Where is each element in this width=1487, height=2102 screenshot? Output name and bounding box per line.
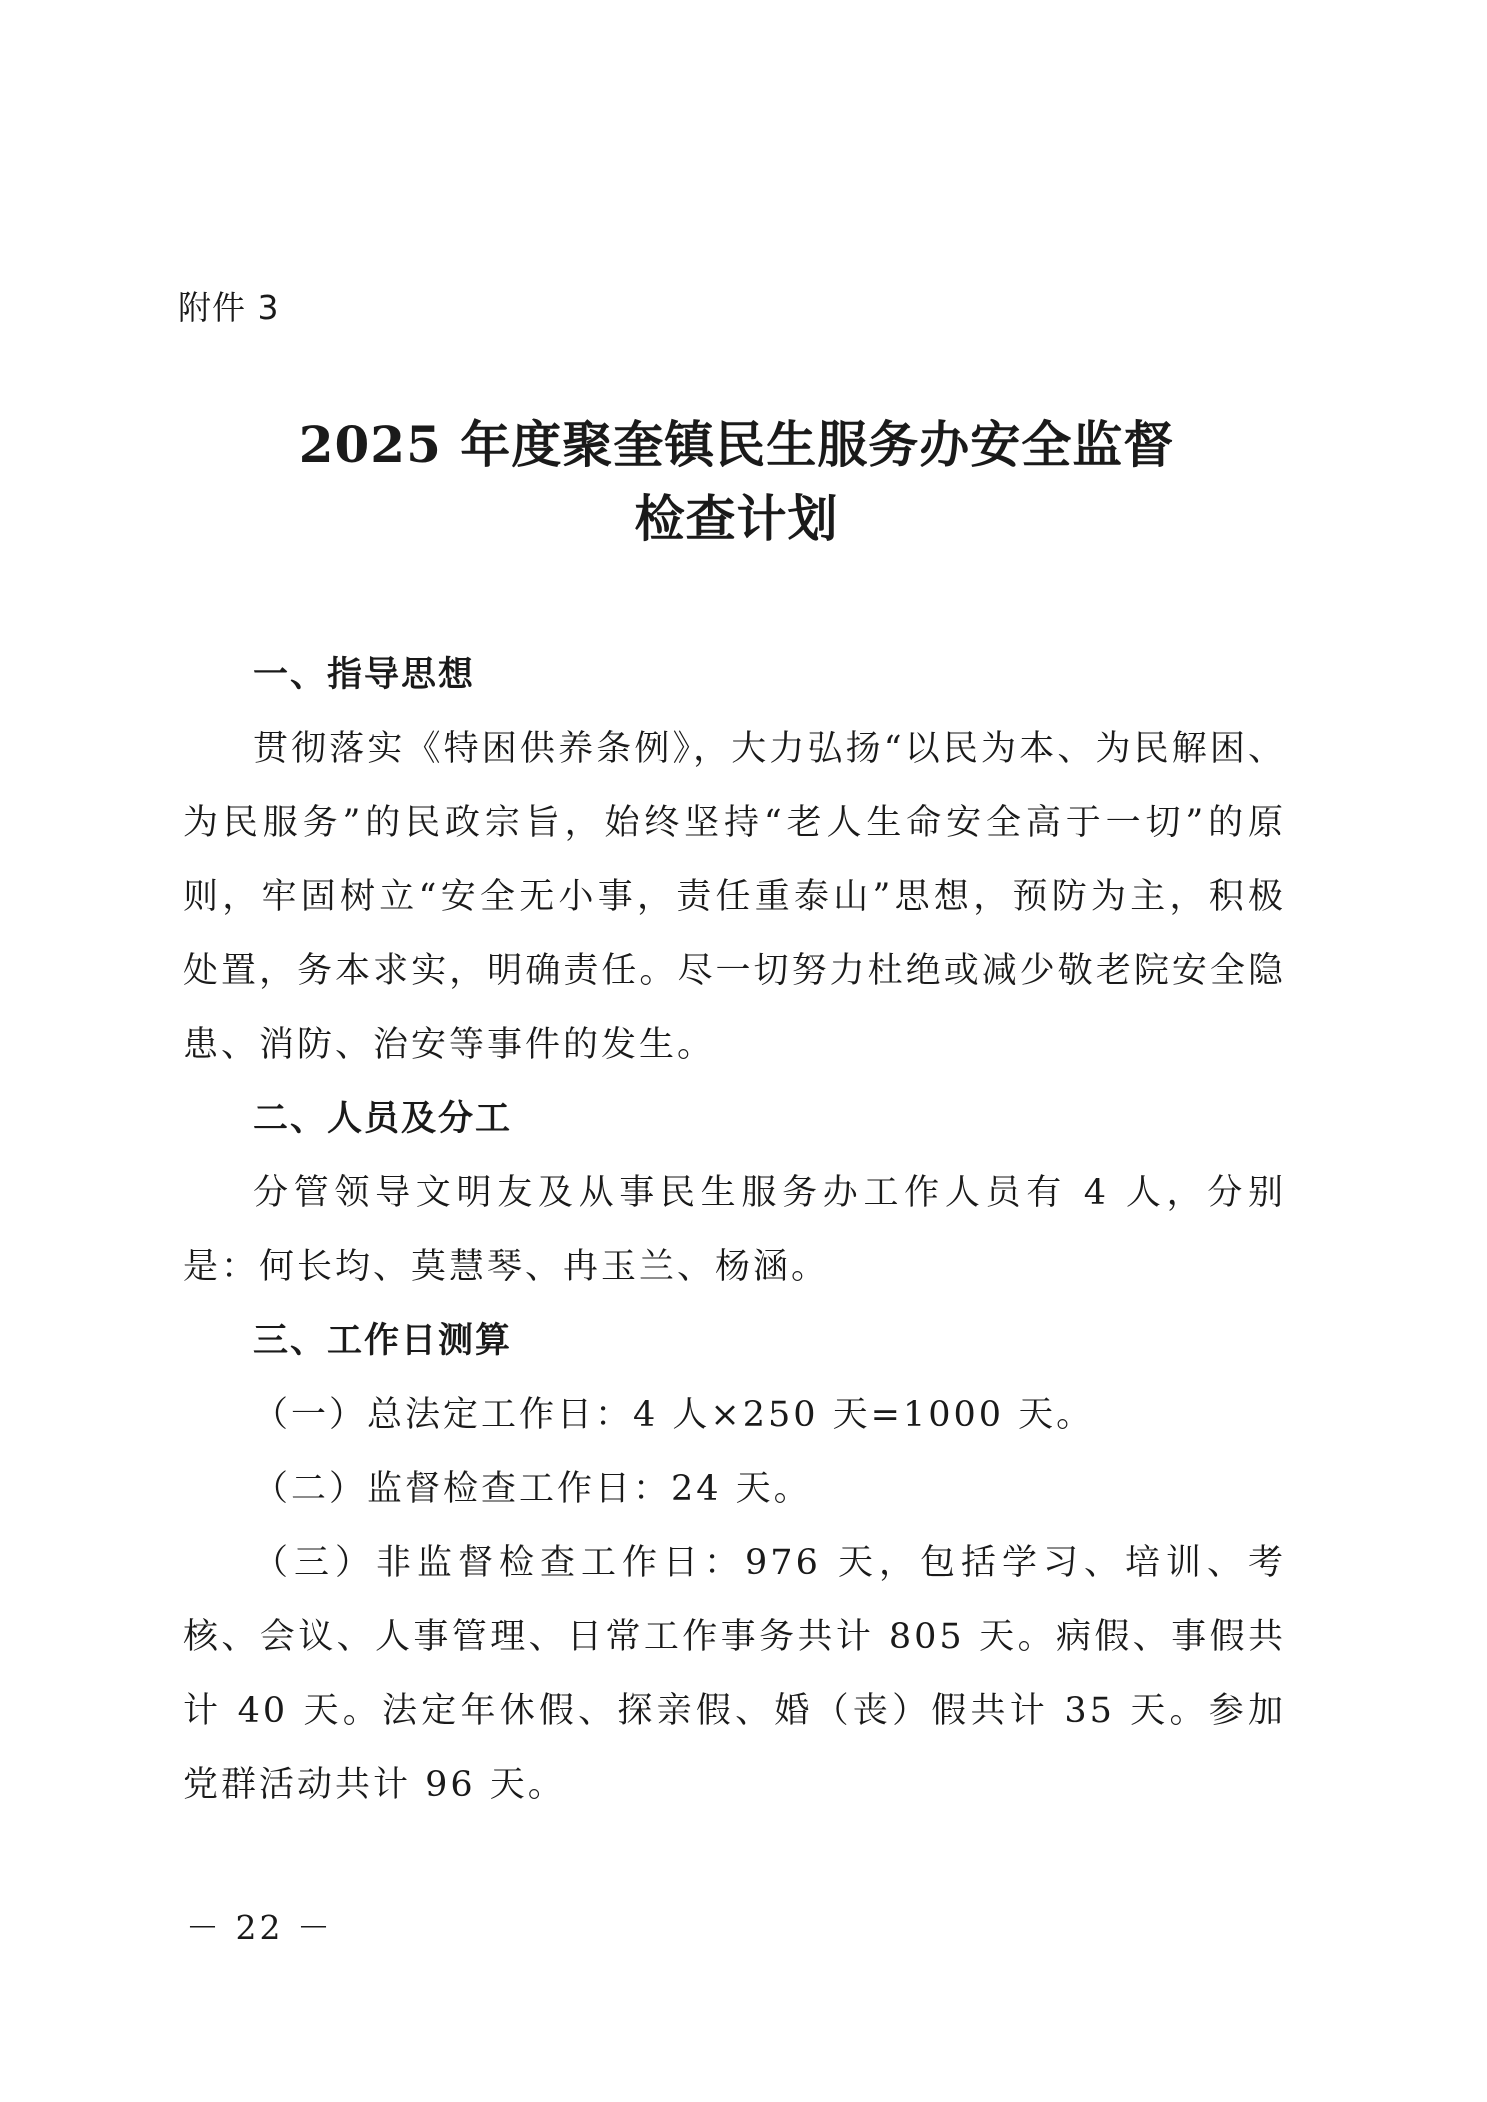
- paragraph-non-inspection-workdays: （三）非监督检查工作日：976 天，包括学习、培训、考核、会议、人事管理、日常工作事务共计 805 天。病假、事假共计 40 天。法定年休假、探亲假、婚（丧）假共计 35 天。参加党群活动共计 96 天。: [183, 1543, 1286, 1805]
- paragraph-personnel: 分管领导文明友及从事民生服务办工作人员有 4 人，分别是：何长均、莫慧琴、冉玉兰、杨涵。: [183, 1173, 1286, 1287]
- section-heading-personnel: 二、人员及分工: [253, 1099, 513, 1139]
- paragraph-total-workdays: （一）总法定工作日：4 人×250 天=1000 天。: [253, 1395, 1095, 1435]
- paragraph-guiding-thought: 贯彻落实《特困供养条例》，大力弘扬“以民为本、为民解困、为民服务”的民政宗旨，始终坚持“老人生命安全高于一切”的原则，牢固树立“安全无小事，责任重泰山”思想，预防为主，积极处置，务本求实，明确责任。尽一切努力杜绝或减少敬老院安全隐患、消防、治安等事件的发生。: [183, 729, 1286, 1065]
- section-heading-guiding-thought: 一、指导思想: [253, 655, 476, 695]
- section-heading-workday-calculation: 三、工作日测算: [253, 1321, 513, 1361]
- page-number: － 22 －: [186, 1908, 333, 1947]
- attachment-label: 附件 3: [178, 288, 280, 327]
- document-title-line-2: 检查计划: [634, 489, 839, 548]
- document-title-line-1: 2025 年度聚奎镇民生服务办安全监督: [298, 415, 1175, 474]
- document-body: [183, 638, 1286, 1822]
- paragraph-inspection-workdays: （二）监督检查工作日：24 天。: [253, 1469, 812, 1509]
